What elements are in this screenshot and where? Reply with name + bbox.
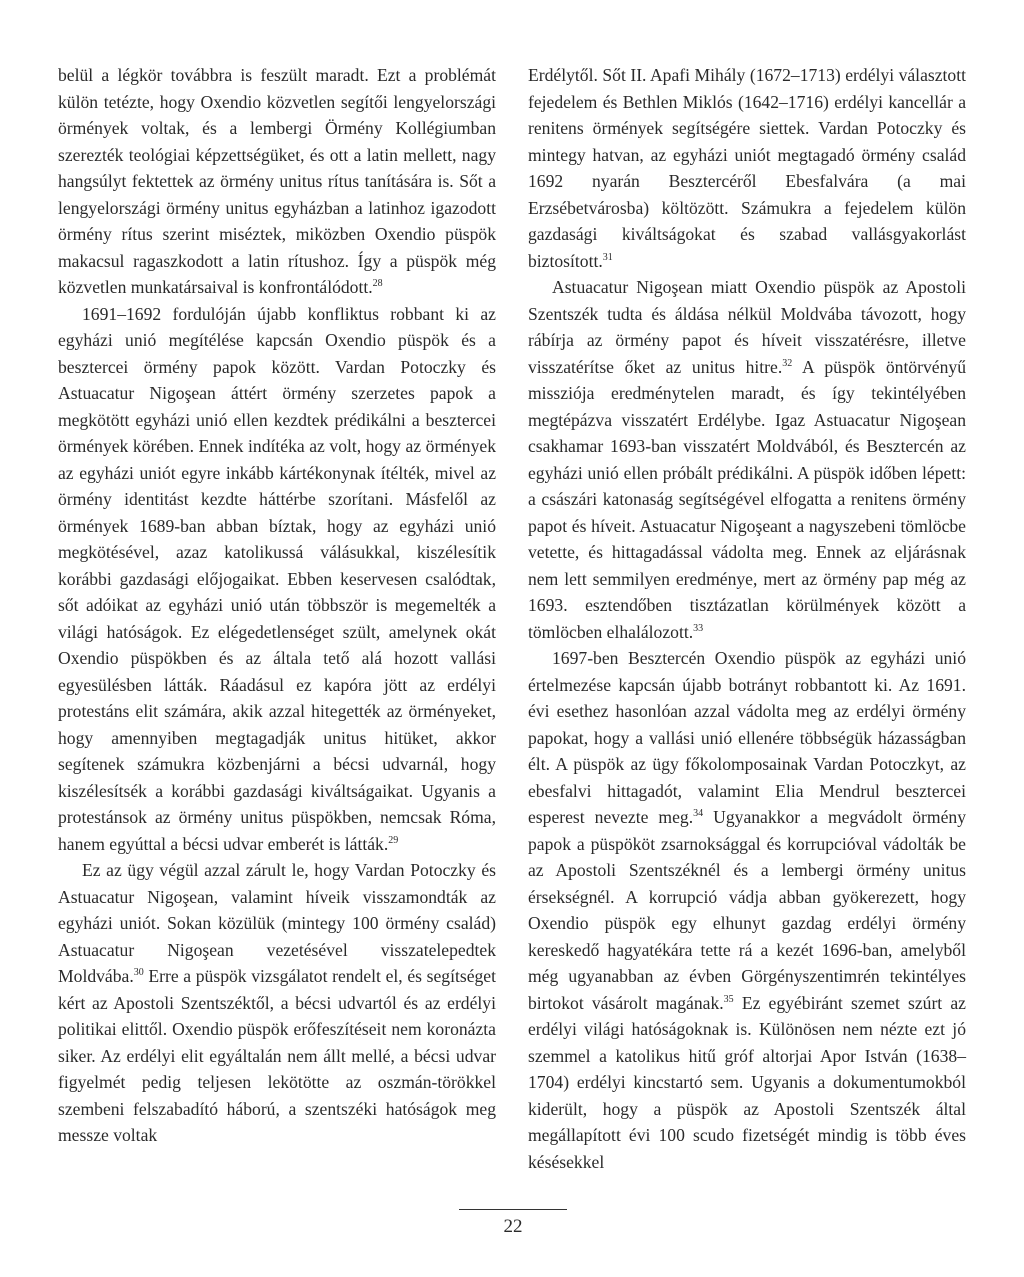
footnote-ref: 31 [602, 251, 613, 263]
paragraph: 1691–1692 fordulóján újabb konfliktus robbant ki az egyházi unió megítélése kapcsán Oxendio püspök és a besztercei örmény papok között. Vardan Potoczky és Astuacatur Nigoşean áttért örmény szerzetes papok a megkötött egyházi unió ellen kezdtek prédikálni a besztercei örmények körében. Ennek indítéka az volt, hogy az örmények az egyházi uniót egyre inkább kártékonynak ítélték, mivel az örmény identitást kezdte háttérbe szorítani. Másfelől az örmények 1689-ban abban bíztak, hogy az egyházi unió megkötésével, azaz katolikussá válásukkal, kiszélesítik korábbi gazdasági előjogaikat. Ebben keservesen csalódtak, sőt adóikat az egyházi unió után többször is megemelték a világi hatóságok. Ez elégedetlenséget szült, amelynek okát Oxendio püspökben és az általa tető alá hozott vallási egyesülésben látták. Ráadásul ez kapóra jött az erdélyi protestáns elit számára, akik azzal hitegették az örményeket, hogy amennyiben megtagadják unitus hitüket, akkor segítenek számukra közbenjárni a bécsi udvarnál, hogy kiszélesítsék a korábbi gazdasági kiváltságaikat. Ugyanis a protestánsok az örmény unitus püspökben, nemcsak Róma, hanem egyúttal a bécsi udvar emberét is látták.$^{29}$ [58, 303, 496, 854]
paragraph: 1697-ben Besztercén Oxendio püspök az egyházi unió értelmezése kapcsán újabb botrányt robbantott ki. Az 1691. évi esethez hasonlóan azzal vádolta meg az erdélyi örmény papokat, hogy a vallási unió ellenére többségük házasságban élt. A püspök az ügy főkolomposainak Vardan Potoczkyt, az ebesfalvi hittagadót, valamint Elia Mendrul besztercei esperest nevezte meg.$^{34}$ Ugyanakkor a megvádolt örmény papok a püspököt zsarnoksággal és korrupcióval vádolták be az Apostoli Szentszéknél és a lembergi örmény unitus érsekségnél. A korrupció vádja abban gyökerezett, hogy Oxendio püspök egy elhunyt gazdag erdélyi örmény kereskedő hagyatékára tette rá a kezét 1696-ban, amelyből még ugyanabban az évben Görgényszentimrén tekintélyes birtokot vásárolt magának.$^{35}$ Ez egyébiránt szemet szúrt az erdélyi világi hatóságoknak is. Különösen nem nézte ezt jó szemmel a katolikus hitű gróf altorjai Apor István (1638–1704) erdélyi kincstartó sem. Ugyanis a dokumentumokból kiderült, hogy a püspök az Apostoli Szentszék által megállapított évi 100 scudo fizetségét mindig is több éves késésekkel [528, 648, 966, 1172]
left-column [58, 62, 496, 1149]
right-column [528, 62, 966, 1175]
paragraph: belül a légkör továbbra is feszült maradt. Ezt a problémát külön tetézte, hogy Oxendio közvetlen segítői lengyelországi örmények voltak, és a lembergi Örmény Kollégiumban szerezték teológiai képzettségüket, és ott a latin mellett, nagy hangsúlyt fektettek az örmény unitus rítus tanítására is. Sőt a lengyelországi örmény unitus egyházban a latinhoz igazodott örmény rítus szerint miséztek, miközben Oxendio püspök makacsul ragaszkodott a latin rítushoz. Így a püspök még közvetlen munkatársaival is konfrontálódott.$^{28}$ [58, 65, 496, 297]
paragraph: Erdélytől. Sőt II. Apafi Mihály (1672–1713) erdélyi választott fejedelem és Bethlen Miklós (1642–1716) erdélyi kancellár a renitens örmények segítségére siettek. Vardan Potoczky és mintegy hatvan, az egyházi uniót megtagadó örmény család 1692 nyarán Besztercéről Ebesfalvára (a mai Erzsébetvárosba) költözött. Számukra a fejedelem külön gazdasági kiváltságokat és szabad vallásgyakorlást biztosított.$^{31}$ [528, 65, 966, 271]
page-number: 22 [503, 1216, 523, 1237]
footnote-ref: 28 [372, 278, 383, 289]
paragraph: Astuacatur Nigoşean miatt Oxendio püspök az Apostoli Szentszék tudta és áldása nélkül Moldvába távozott, hogy rábírja az örmény papot és híveit visszatérésre, illetve visszatérítse őket az unitus hitre.$^{32}$ A püspök öntörvényű missziója eredménytelen maradt, és így tekintélyében megtépázva visszatért Erdélybe. Igaz Astuacatur Nigoşean csakhamar 1693-ban visszatért Moldvából, és Besztercén az egyházi unió ellen próbált prédikálni. A püspök időben lépett: a császári katonaság segítségével elfogatta a renitens örmény papot és híveit. Astuacatur Nigoşeant a nagyszebeni tömlöcbe vetette, és hittagadással vádolta meg. Ennek az eljárásnak nem lett semmilyen eredménye, mert az örmény pap még az 1693. esztendőben tisztázatlan körülmények között a tömlöcben elhalálozott.$^{33}$ [528, 277, 966, 642]
footnote-ref: 29 [388, 834, 399, 846]
footnote-ref: 34 [693, 808, 704, 819]
footnote-ref: 33 [693, 622, 704, 634]
footnote-ref: 30 [133, 967, 144, 978]
paragraph: Ez az ügy végül azzal zárult le, hogy Vardan Potoczky és Astuacatur Nigoşean, valamint híveik visszamondták az egyházi uniót. Sokan közülük (mintegy 100 örmény család) Astuacatur Nigoşean vezetésével visszatelepedtek Moldvába.$^{30}$ Erre a püspök vizsgálatot rendelt el, és segítséget kért az Apostoli Szentszéktől, a bécsi udvartól és az erdélyi politikai elittől. Oxendio püspök erőfeszítéseit nem koronázta siker. Az erdélyi elit egyáltalán nem állt mellé, a bécsi udvar figyelmét pedig teljesen lekötötte az oszmán-törökkel szembeni felszabadító háború, a szentszéki hatóságok meg messze voltak [58, 860, 496, 1145]
footnote-ref: 35 [723, 993, 734, 1005]
footnote-ref: 32 [782, 357, 793, 369]
footer-rule [459, 1209, 567, 1210]
